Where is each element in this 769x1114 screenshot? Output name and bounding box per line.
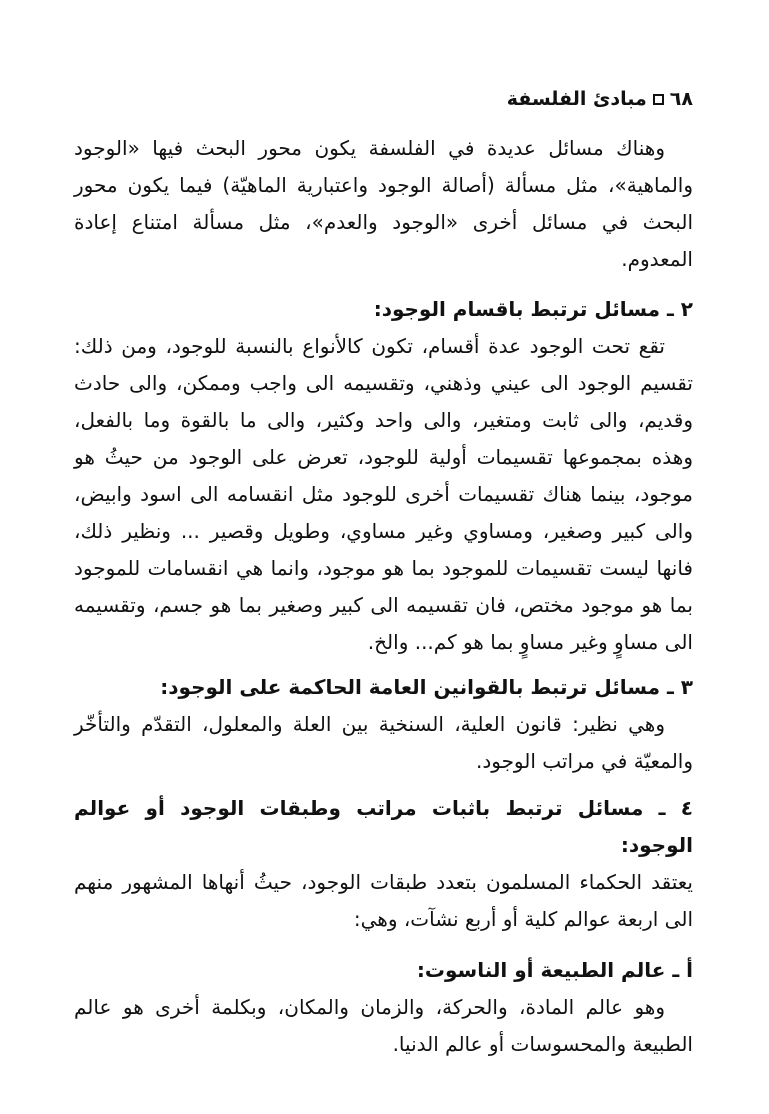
book-title: مبادئ الفلسفة [506,88,647,110]
section-4-paragraph: يعتقد الحكماء المسلمون بتعدد طبقات الوجود، حيثُ أنهاها المشهور منهم الى اربعة عوالم كلية أو أربع نشآت، وهي: [74,870,693,931]
section-2-heading: ٢ ـ مسائل ترتبط باقسام الوجود: [373,297,693,321]
page-header [507,88,693,110]
intro-paragraph: وهناك مسائل عديدة في الفلسفة يكون محور البحث فيها «الوجود والماهية»، مثل مسألة (أصالة الوجود واعتبارية الماهيّة) فيما يكون محور البحث في مسائل أخرى «الوجود والعدم»، مثل مسألة امتناع إعادة المعدوم. [74,136,693,271]
page-number: ٦٨ [669,88,693,110]
section-4-heading: ٤ ـ مسائل ترتبط باثبات مراتب وطبقات الوجود أو عوالم الوجود: [74,796,693,857]
subsection-a-paragraph: وهو عالم المادة، والحركة، والزمان والمكان، وبكلمة أخرى هو عالم الطبيعة والمحسوسات أو عالم الدنيا. [74,995,693,1056]
page-body [74,130,693,1063]
section-3-paragraph: وهي نظير: قانون العلية، السنخية بين العلة والمعلول، التقدّم والتأخّر والمعيّة في مراتب الوجود. [74,712,693,773]
section-2-paragraph: تقع تحت الوجود عدة أقسام، تكون كالأنواع بالنسبة للوجود، ومن ذلك: تقسيم الوجود الى عيني وذهني، وتقسيمه الى واجب وممكن، والى حادث وقديم، والى ثابت ومتغير، والى واحد وكثير، والى ما بالقوة وما بالفعل، وهذه بمجموعها تقسيمات أولية للوجود، تعرض على الوجود من حيثُ هو موجود، بينما هناك تقسيمات أخرى للوجود مثل انقسامه الى اسود وابيض، والى كبير وصغير، ومساوي وغير مساوي، وطويل وقصير ... ونظير ذلك، فانها ليست تقسيمات للموجود بما هو موجود، وانما هي انقسامات للموجود بما هو موجود مختص، فان تقسيمه الى كبير وصغير بما هو جسم، وتقسيمه الى مساوٍ وغير مساوٍ بما هو كم... والخ. [74,334,693,654]
subsection-a-heading: أ ـ عالم الطبيعة أو الناسوت: [416,958,693,982]
section-3-heading: ٣ ـ مسائل ترتبط بالقوانين العامة الحاكمة على الوجود: [160,675,693,699]
square-bullet-icon [653,94,664,105]
